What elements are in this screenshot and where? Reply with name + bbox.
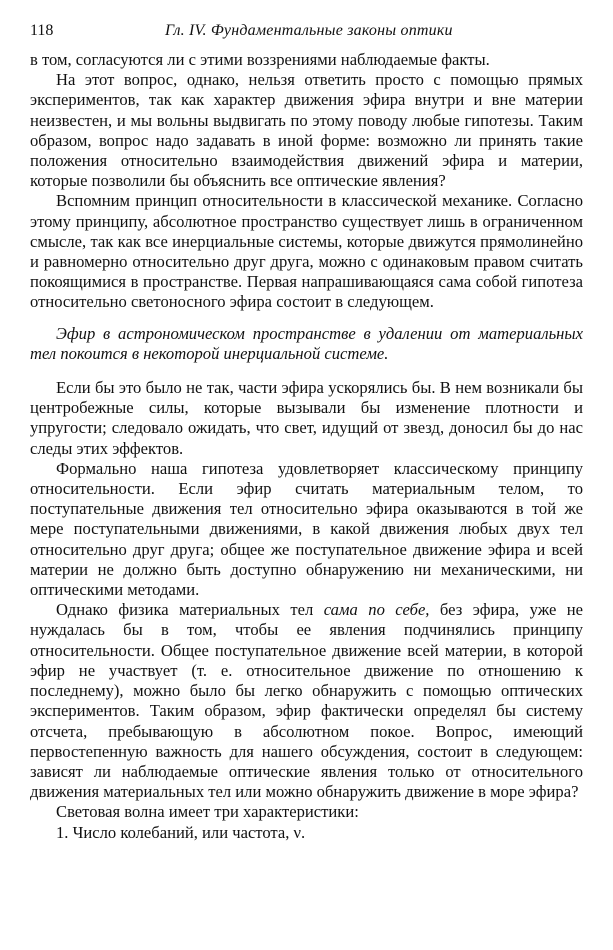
paragraph-centrifugal-forces: Если бы это было не так, части эфира ускорялись бы. В нем возникали бы центробежные силы, которые вызывали бы изменение плотности и упругости; следовало ожидать, что свет, идущий от звезд, доносил бы до нас следы этих эффектов.: [30, 378, 583, 458]
body-text: [30, 50, 583, 843]
paragraph-ether-hypotheses: На этот вопрос, однако, нельзя ответить просто с помощью прямых экспериментов, так как характер движения эфира внутри и вне материи неизвестен, и мы вольны выдвигать по этому поводу любые гипотезы. Таким образом, вопрос надо задавать в иной форме: возможно ли принять такие положения относительно взаимодействия движений эфира и материи, которые позволили бы объяснить все оптические явления?: [30, 70, 583, 191]
running-title: Гл. IV. Фундаментальные законы оптики: [165, 22, 453, 39]
paragraph-physics-of-bodies: [30, 600, 583, 802]
paragraph-text-end: без эфира, уже не нуждалась бы в том, чтобы ее явления подчинялись принципу относительности. Общее поступательное движение всей материи, в которой эфир не участвует (т. е. относительное движение по отношению к последнему), можно было бы легко обнаружить с помощью оптических экспериментов. Таким образом, эфир фактически определял бы систему отсчета, пребывающую в абсолютном покое. Вопрос, имеющий первостепенную важность для нашего обсуждения, состоит в следующем: зависят ли наблюдаемые оптические явления только от относительного движения материальных тел или можно обнаружить движение в море эфира?: [30, 600, 583, 802]
paragraph-formal-satisfaction: Формально наша гипотеза удовлетворяет классическому принципу относительности. Если эфир считать материальным телом, то поступательные движения тел относительно эфира оказываются в той же мере поступательными движениями, в какой движения любых двух тел относительно друг друга; общее же поступательное движение эфира и всей материи не должно быть доступно обнаружению ни механическими, ни оптическими методами.: [30, 458, 583, 600]
paragraph-text-start: Однако физика материальных тел: [56, 600, 324, 620]
hypothesis-statement: Эфир в астрономическом пространстве в удалении от материальных тел покоится в некоторой инерциальной системе.: [30, 323, 583, 363]
emphasis-text: сама по себе,: [323, 600, 430, 620]
page-number: 118: [30, 22, 54, 39]
paragraph-relativity-principle: Вспомним принцип относительности в классической механике. Согласно этому принципу, абсолютное пространство существует лишь в ограниченном смысле, так как все инерциальные системы, которые движутся прямолинейно и равномерно относительно друг друга, можно с одинаковым правом считать покоящимися в пространстве. Первая напрашивающаяся сама собой гипотеза относительно светоносного эфира состоит в следующем.: [30, 191, 583, 312]
paragraph-continuation: в том, согласуются ли с этими воззрениями наблюдаемые факты.: [30, 50, 490, 69]
book-page: [30, 22, 583, 843]
page-header: [30, 22, 583, 50]
list-item-frequency: 1. Число колебаний, или частота, ν.: [56, 822, 306, 842]
paragraph-wave-characteristics: Световая волна имеет три характеристики:: [56, 802, 359, 822]
